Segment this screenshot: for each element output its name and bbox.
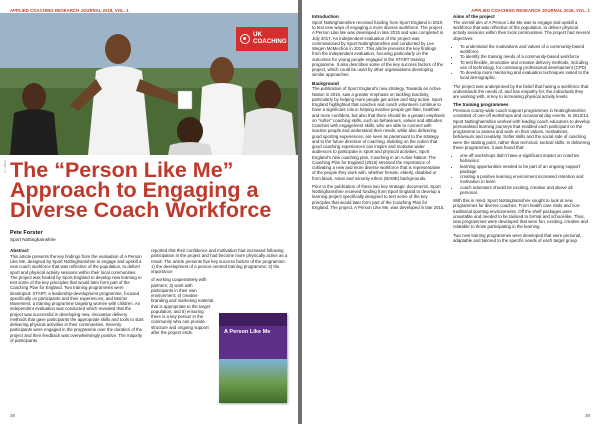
body-paragraph: Previous county-wide coach support programmes in Nottinghamshire consisted of one-off workshops and occasional day events. In 2013/14, Sport Nottinghamshire worked with leading coach educators to develop personalised learning journeys that enabled each participant on the programme to assess and work on their values, motivations, behaviours and creativity. Softer skills and the social side of coaching were the starting point, rather than technical, tactical skills. In delivering these programmes, it was found that:: [453, 108, 590, 150]
aims-list: [453, 44, 590, 81]
author-affiliation: Sport Nottinghamshire: [10, 237, 56, 242]
list-item: • one-off workshops didn’t have a significant impact on coaches behaviour: [460, 153, 590, 164]
hero-photo: [0, 13, 298, 155]
abstract-heading: Abstract: [10, 248, 29, 253]
logo-line-2: COACHING: [253, 38, 287, 45]
abstract-paragraph: reported that their confidence and motivation had increased following participation in the project and had become more physically active as a result. The article presents five key success factors of the programme: 1) the development of a person-centred training programme; 2) the importance: [151, 248, 288, 274]
list-item: • To develop more mentoring and evaluation techniques suited to the local demographic.: [460, 70, 590, 81]
running-head: APPLIED COACHING RESEARCH JOURNAL 2018, VOL. 1: [471, 8, 590, 13]
body-column-1: [312, 14, 445, 213]
page-number: 38: [10, 413, 16, 418]
section-heading-aims: Aims of the project: [453, 14, 495, 19]
photo-credit: © UKCC: [3, 160, 7, 174]
body-paragraph: Prior to the publication of these two key strategic documents, Sport Nottinghamshire received funding from Sport England to develop a learning project specifically designed to test some of the key principles that would later form part of the Coaching Plan for England. The project, A Person Like Me, was developed in late 2015.: [312, 183, 445, 210]
body-paragraph: The project was underpinned by the belief that having a workforce that understands the needs of, and has empathy for, the individuals they are working with, is key to increasing physical activity levels.: [453, 83, 589, 99]
right-page: [302, 0, 600, 424]
body-column-2: [453, 14, 590, 246]
list-item: • creating a positive learning environment increased retention and motivation to learn: [460, 174, 590, 185]
logo-line-1: UK: [253, 31, 262, 39]
uk-coaching-logo-icon: [240, 34, 250, 44]
training-findings-list: [453, 153, 590, 195]
book-cover-image: [219, 313, 287, 403]
abstract-column-1: [10, 248, 144, 346]
section-heading-training: The training programmes: [453, 102, 509, 108]
list-item: • To test flexible, innovative and creative delivery methods, including use of technology, for continuing professional development (CPD): [460, 60, 590, 71]
page-number: 39: [584, 413, 590, 418]
section-heading-background: Background: [312, 80, 339, 86]
left-page: [0, 0, 298, 424]
abstract-paragraph: of working cooperatively with partners; 3) work with participants in their own environment; 4) creative branding and marketing material that is appropriate to the target population; and 5) ensuring there is a key person in the community who can provide structure and ongoing support after the project ends.: [151, 277, 214, 335]
author-name: Pete Forster: [10, 230, 43, 236]
list-item: • learning opportunities needed to be part of an ongoing support package: [460, 164, 590, 175]
running-head: APPLIED COACHING RESEARCH JOURNAL 2018, VOL. 1: [10, 8, 129, 13]
body-paragraph: The overall aim of A Person Like Me was to engage and upskill a workforce that was reflective of the population, to deliver physical activity sessions within their local communities. The project had several objectives:: [453, 19, 590, 41]
list-item: • To understand the motivations and values of a community-based workforce: [460, 44, 590, 55]
body-paragraph: The publication of Sport England’s new strategy, Towards an Active Nation in 2016, saw a greater emphasis on tackling inactivity, particularly by helping more people get active and stay active. Sport England highlighted that coaches and coach volunteers continue to have a significant role in helping inactive people get fitter, healthier and more confident, but also that there should be a greater emphasis on “softer” coaching skills, such as behaviours, values and attitudes. Coaches with engagement skills, who are able to connect with inactive people and understand their needs, while also delivering good sporting experiences, are seen as paramount to the strategy and to the future direction of coaching. Building on the notion that good coaching experiences can inspire and motivate wider audiences to participate in sport and physical activities, Sport England’s new coaching plan, Coaching in an Active Nation: The Coaching Plan for England (2016) stressed the importance of cultivating a new and more diverse workforce that is representative of the people they work with, whether female, elderly, disabled or from black, Asian and minority ethnic (BAME) backgrounds.: [312, 86, 445, 181]
body-paragraph: Sport Nottinghamshire received funding from Sport England in 2015 to test new ways of engaging a more diverse workforce. The project A Person Like Me was developed in late 2015 and was completed in July 2017. An independent evaluation of the project was commissioned by Sport Nottinghamshire and conducted by Lee Wegen McMechon in 2017. This article presents the key findings from the independent evaluation, focusing particularly on the outcomes for young people engaged in the START training programme. It also describes some of the key success factors of the project, which could be used by other organisations developing similar approaches.: [312, 19, 444, 78]
list-item: • To identify the training needs of a community-based workforce: [460, 54, 590, 59]
book-cover-title: A Person Like Me: [224, 329, 271, 335]
body-paragraph: With this in mind, Sport Nottinghamshire sought to look at new programmes for diverse coaches. From health care visits and non-traditional sporting environments. Off the shelf packages were unsuitable and needed to be tailored to formal and school-like. Thus, new programmes were developed that were fun, exciting, creative and relatable to those participating in the learning.: [453, 198, 588, 230]
section-heading-introduction: Introduction: [312, 14, 339, 19]
body-paragraph: Two new training programmes were developed that were personal, adaptable and tailored to the specific needs of each target group.: [453, 232, 582, 243]
abstract-paragraph: This article presents the key findings from the evaluation of A Person Like Me, designed by Sport Nottinghamshire to engage and upskill a new coach workforce that was reflective of the population, to deliver sport and physical activity sessions within their local communities. The project was funded by Sport England to develop new learning to test some of the key principles that would later form part of the Coaching Plan for England. Two training programmes were developed: START, a leadership-development programme, focused specifically on participants and their experiences; and Moms! Movement, a training programme targeting women with children. An independent evaluation was conducted which revealed that the project was successful in developing new, innovative delivery methods that gave participants the appropriate skills and tools to start delivering physical activities in their communities. Seventy participants were engaged in the programme over the duration of the project and their feedback was overwhelmingly positive. The majority of participants: [10, 253, 144, 343]
article-title: The “Person Like Me” Approach to Engaging a Diverse Coach Workforce: [10, 158, 272, 222]
uk-coaching-logo: [236, 27, 288, 51]
list-item: • coach educators should be exciting, creative and above all personal.: [460, 185, 590, 196]
